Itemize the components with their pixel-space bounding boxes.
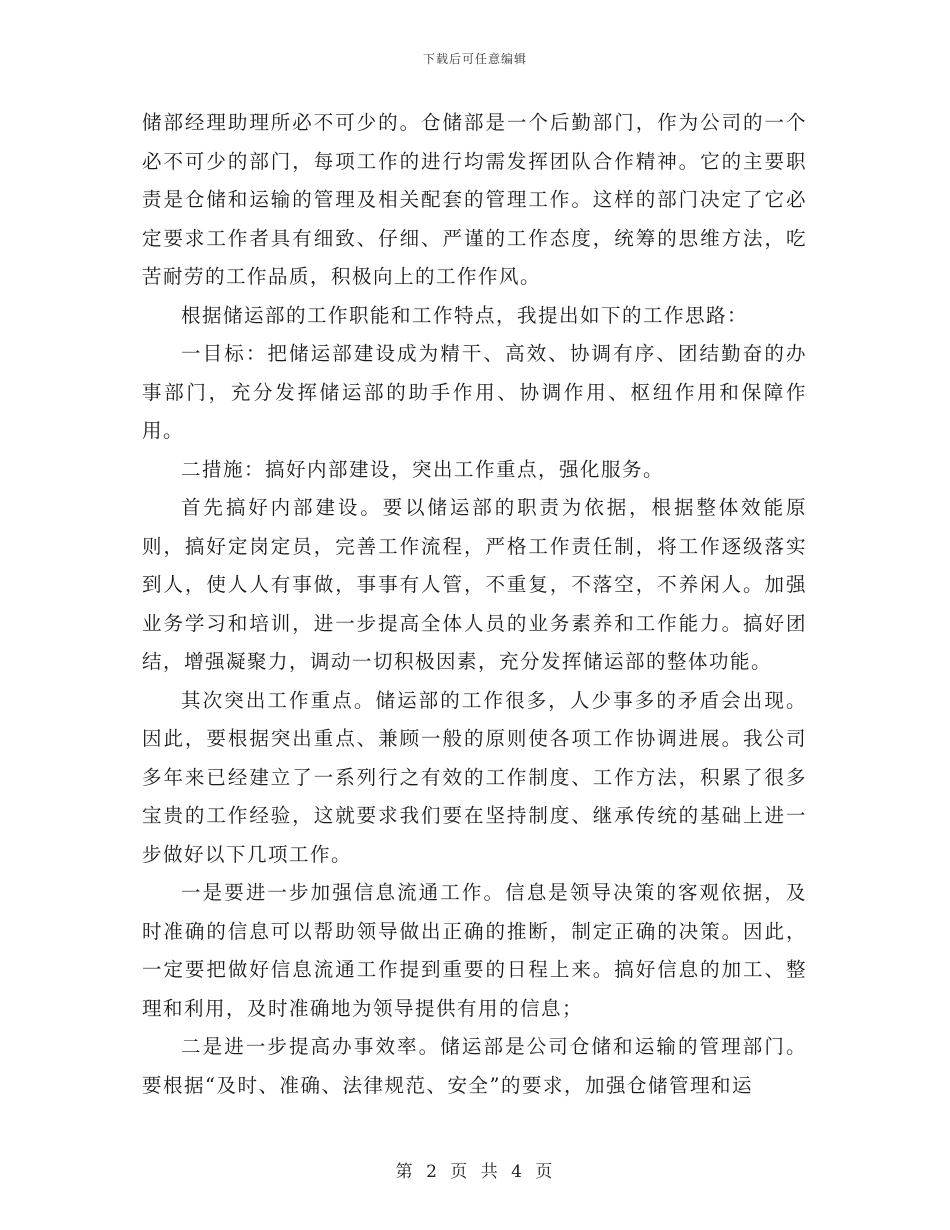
paragraph: 根据储运部的工作职能和工作特点，我提出如下的工作思路： [181, 303, 749, 327]
paragraph: 其次突出工作重点。储运部的工作很多，人少事多的矛盾会出现。因此，要根据突出重点、兼顾一般的原则使各项工作协调进展。我公司多年来已经建立了一系列行之有效的工作制度、工作方法，积累了很多宝贵的工作经验，这就要求我们要在坚持制度、继承传统的基础上进一步做好以下几项工作。 [142, 688, 807, 866]
paragraph: 二是进一步提高办事效率。储运部是公司仓储和运输的管理部门。要根据“及时、准确、法律规范、安全”的要求，加强仓储管理和运 [142, 1035, 807, 1097]
paragraph: 二措施：搞好内部建设，突出工作重点，强化服务。 [181, 457, 665, 481]
paragraph: 首先搞好内部建设。要以储运部的职责为依据，根据整体效能原则，搞好定岗定员，完善工作流程，严格工作责任制，将工作逐级落实到人，使人人有事做，事事有人管，不重复，不落空，不养闲人。加强业务学习和培训，进一步提高全体人员的业务素养和工作能力。搞好团结，增强凝聚力，调动一切积极因素，充分发挥储运部的整体功能。 [142, 496, 807, 673]
paragraph: 一目标：把储运部建设成为精干、高效、协调有序、团结勤奋的办事部门，充分发挥储运部的助手作用、协调作用、枢纽作用和保障作用。 [142, 342, 807, 442]
page-header: 下载后可任意编辑 [422, 52, 527, 66]
page-number-footer: 第 2 页 共 4 页 [395, 1162, 555, 1182]
document-body [142, 104, 807, 1105]
paragraph: 储部经理助理所必不可少的。仓储部是一个后勤部门，作为公司的一个必不可少的部门，每项工作的进行均需发挥团队合作精神。它的主要职责是仓储和运输的管理及相关配套的管理工作。这样的部门决定了它必定要求工作者具有细致、仔细、严谨的工作态度，统筹的思维方法，吃苦耐劳的工作品质，积极向上的工作作风。 [142, 111, 807, 288]
paragraph: 一是要进一步加强信息流通工作。信息是领导决策的客观依据，及时准确的信息可以帮助领导做出正确的推断，制定正确的决策。因此，一定要把做好信息流通工作提到重要的日程上来。搞好信息的加工、整理和利用，及时准确地为领导提供有用的信息； [142, 881, 807, 1020]
